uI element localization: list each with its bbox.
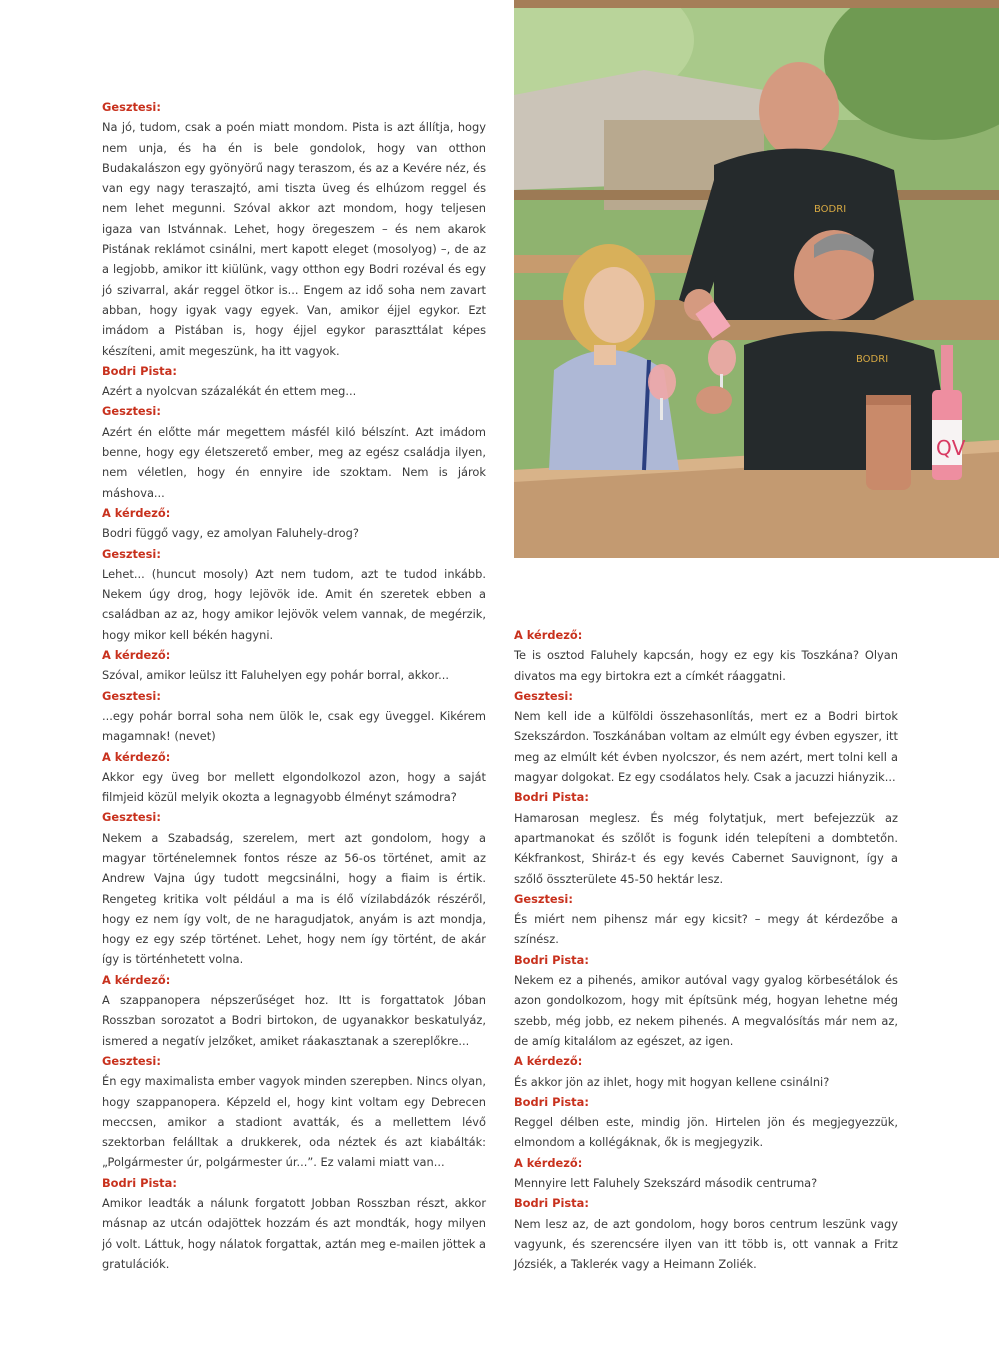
dialogue-text: Amikor leadták a nálunk forgatott Jobban Rosszban részt, akkor másnap az utcán odajöttek hozzám és azt mondták, hogy milyen jó volt. Láttuk, hogy nálatok forgattak, aztán meg e-mailen jöttek a gratulációk. — [102, 1196, 486, 1271]
shirt-logo-seated: BODRI — [856, 354, 889, 365]
speaker-label: A kérdező: — [102, 505, 171, 520]
speaker-label: Bodri Pista: — [514, 1094, 589, 1109]
terracotta-cooler — [866, 395, 911, 490]
speaker-label: Gesztesi: — [514, 688, 573, 703]
speaker-label: Gesztesi: — [102, 1053, 161, 1068]
speaker-label: Gesztesi: — [102, 100, 161, 114]
dialogue-text: Nem kell ide a külföldi összehasonlítás, mert ez a Bodri birtok Szekszárdon. Toszkánában voltam az elmúlt egy évben egyszer, itt meg az elmúlt két évben nyolcszor, és nem azért, mert tolni kell a magyar dolgokat. Ez egy csodálatos hely. Csak a jacuzzi hiányzik... — [514, 709, 898, 785]
speaker-label: A kérdező: — [102, 972, 171, 987]
dialogue-text: Szóval, amikor leülsz itt Faluhelyen egy pohár borral, akkor... — [102, 668, 449, 683]
speaker-label: Bodri Pista: — [102, 363, 177, 378]
interview-column-left — [102, 97, 486, 1274]
shirt-logo: BODRI — [814, 204, 847, 215]
dialogue-text: Akkor egy üveg bor mellett elgondolkozol azon, hogy a saját filmjeid közül melyik okozta a legnagyobb élményt számodra? — [102, 769, 486, 805]
dialogue-text: Nekem a Szabadság, szerelem, mert azt gondolom, hogy a magyar történelemnek fontos része az 56-os történet, amit az Andrew Vajna úgy tudott megcsinálni, hogy a fiaim is értik. Rengeteg kritika volt például a ma is élő vízilabdázók részéről, hogy ez nem így volt, de ne haragudjatok, anyám is azt mondja, hogy ez egy szép történet. Lehet, hogy nem így történt, de akár így is történhetett volna. — [102, 830, 486, 967]
speaker-label: Bodri Pista: — [514, 1196, 589, 1211]
dialogue-text: Mennyire lett Faluhely Szekszárd második centruma? — [514, 1176, 818, 1191]
speaker-label: Bodri Pista: — [514, 790, 589, 805]
speaker-label: Gesztesi: — [102, 688, 161, 703]
dialogue-text: És miért nem pihensz már egy kicsit? – megy át kérdezőbe a színész. — [514, 912, 898, 947]
speaker-label: Gesztesi: — [102, 404, 161, 419]
dialogue-text: Azért én előtte már megettem másfél kiló bélszínt. Azt imádom benne, hogy egy életszerető ember, meg az egész családja ilyen, nem véletlen, hogy én ennyire ide szoktam. Nem is járok máshova... — [102, 424, 486, 500]
dialogue-text: A szappanopera népszerűséget hoz. Itt is forgattatok Jóban Rosszban sorozatot a Bodri birtokon, de ugyanakkor beskatulyáz, ismered a negatív jelzőket, amiket ráakasztanak a szereplőkre... — [102, 993, 486, 1048]
speaker-label: Bodri Pista: — [514, 952, 589, 967]
speaker-label: Bodri Pista: — [102, 1175, 177, 1190]
speaker-label: A kérdező: — [102, 749, 171, 764]
dialogue-text: Én egy maximalista ember vagyok minden szerepben. Nincs olyan, hogy szappanopera. Képzeld el, hogy kint voltam egy Debrecen meccsen, amikor a stadiont avatták, és a mellettem lévő szektorban felálltak a drukkerek, oda néztek és azt kiabálták: „Polgármester úr, polgármester úr...”. Ez valami miatt van... — [102, 1074, 486, 1170]
speaker-label: A kérdező: — [514, 1155, 583, 1170]
dialogue-text: Nekem ez a pihenés, amikor autóval vagy gyalog körbesétálok és azon gondolkozom, hogy mit építsünk még, hogyan lehetne még szebb, még jobb, ez nekem pihenés. A megvalósítás már nem az, de amíg kitalálom az egészet, az igen. — [514, 973, 898, 1048]
dialogue-text: Lehet... (huncut mosoly) Azt nem tudom, azt te tudod inkább. Nekem úgy drog, hogy lejövök ide. Amit én szeretek ebben a családban az az, hogy amikor lejövök velem vannak, de megérzik, hogy mikor kell békén hagyni. — [102, 566, 486, 642]
speaker-label: A kérdező: — [102, 648, 171, 663]
dialogue-text: Bodri függő vagy, ez amolyan Faluhely-drog? — [102, 526, 359, 541]
interview-column-right — [514, 625, 898, 1275]
speaker-label: Gesztesi: — [102, 546, 161, 561]
speaker-label: A kérdező: — [514, 628, 583, 642]
dialogue-text: Reggel délben este, mindig jön. Hirtelen jön és megjegyezzük, elmondom a kollégáknak, ők is megjegyzik. — [514, 1115, 898, 1150]
dialogue-text: Na jó, tudom, csak a poén miatt mondom. Pista is azt állítja, hogy nem unja, és ha én is bele gondolok, hogy van otthon Budakalászon egy gyönyörű nagy teraszom, és az a Kevére néz, és van egy nagy teraszajtó, ami tiszta üveg és elhúzom reggel és nem lehet megunni. Szóval akkor azt mondom, hogy teljesen igaza van Istvánnak. Lehet, hogy öregeszem – és nem akarok Pistának reklámot csinálni, mert kapott eleget (mosolyog) –, de az a legjobb, amikor itt kiülünk, vagy otthon egy Bodri rozéval és egy jó szivarral, akár reggel ötkor is... Engem az idő soha nem zavart abban, hogy igyak vagy egyek. Van, amikor éjjel egykor. Ezt imádom a Pistában is, hogy éjjel egykor paraszttálat képes készíteni, amit megeszünk, ha itt vagyok. — [102, 120, 486, 358]
interview-photo — [514, 0, 999, 558]
dialogue-text: ...egy pohár borral soha nem ülök le, csak egy üveggel. Kikérem magamnak! (nevet) — [102, 708, 486, 744]
dialogue-text: Hamarosan meglesz. És még folytatjuk, mert befejezzük az apartmanokat és szőlőt is fogunk idén telepíteni a dombtetőn. Kékfrankost, Shiráz-t és egy kevés Cabernet Sauvignont, így a szőlő összterülete 45-50 hektár lesz. — [514, 810, 898, 886]
dialogue-text: Nem lesz az, de azt gondolom, hogy boros centrum leszünk vagy vagyunk, és szerencsére ilyen van itt több is, ott vannak a Fritz Józsiék, a Takleréк vagy a Heimann Zoliék. — [514, 1216, 898, 1272]
bottle-label: QV — [936, 436, 966, 460]
speaker-label: A kérdező: — [514, 1054, 583, 1069]
dialogue-text: Te is osztod Faluhely kapcsán, hogy ez egy kis Toszkána? Olyan divatos ma egy birtokra ezt a címkét ráaggatni. — [514, 648, 898, 683]
speaker-label: Gesztesi: — [514, 891, 573, 906]
dialogue-text: Azért a nyolcvan százalékát én ettem meg... — [102, 384, 357, 399]
speaker-label: Gesztesi: — [102, 810, 161, 825]
dialogue-text: És akkor jön az ihlet, hogy mit hogyan kellene csinálni? — [514, 1074, 830, 1089]
